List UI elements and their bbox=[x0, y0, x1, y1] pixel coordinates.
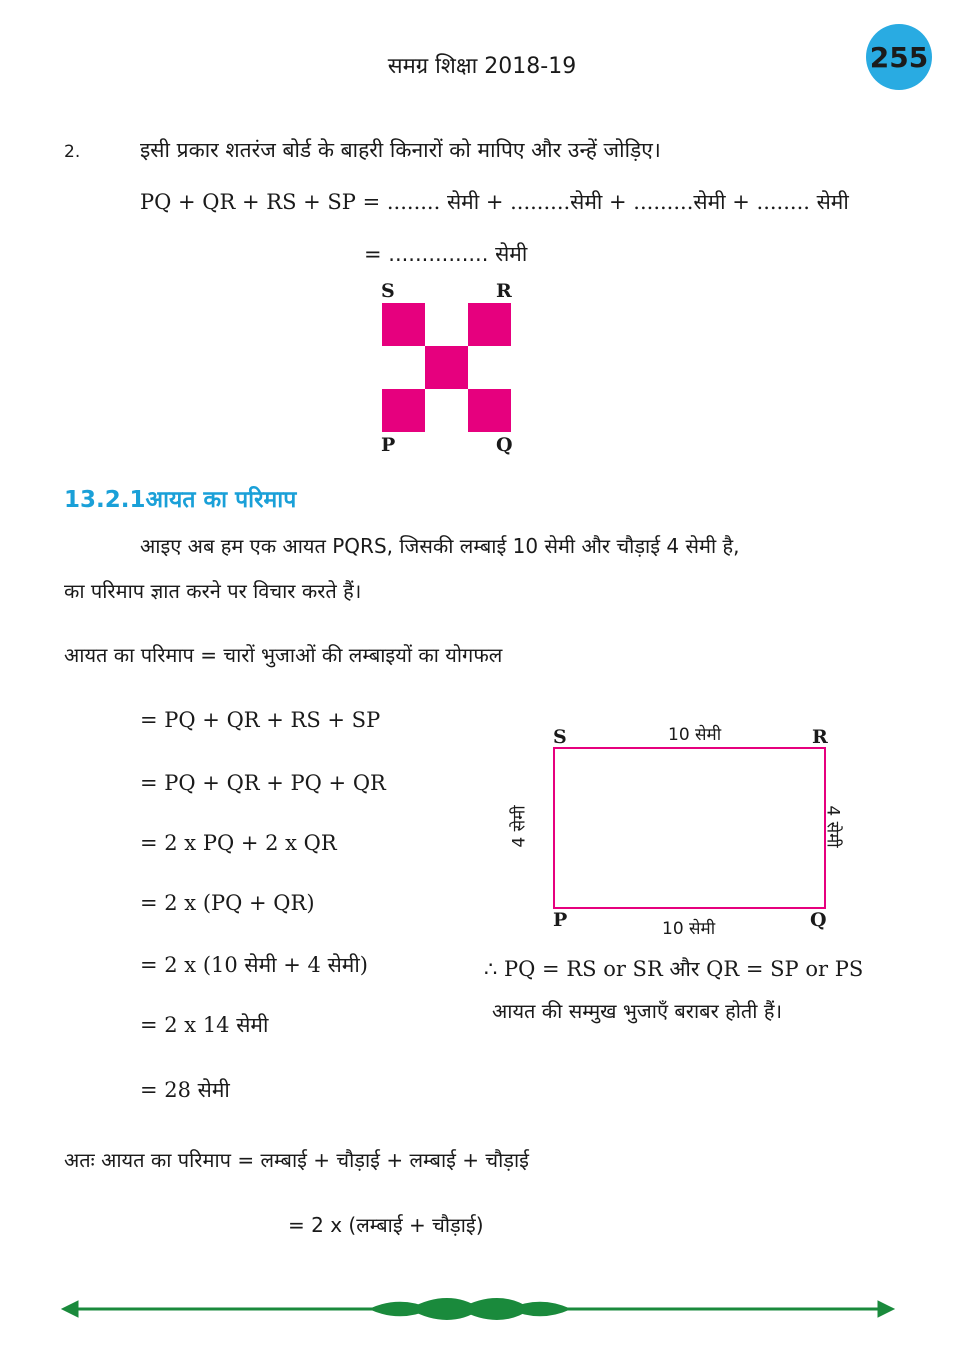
derivation-step: = PQ + QR + PQ + QR bbox=[140, 771, 386, 795]
section-heading: 13.2.1आयत का परिमाप bbox=[64, 487, 297, 513]
chessboard-dark-cell bbox=[382, 389, 425, 432]
chessboard-light-cell bbox=[382, 346, 425, 389]
rectangle-bottom-length-label: 10 सेमी bbox=[662, 919, 716, 939]
perimeter-definition: आयत का परिमाप = चारों भुजाओं की लम्बाइयों का योगफल bbox=[64, 643, 503, 667]
chessboard-grid bbox=[382, 303, 511, 432]
chessboard-corner-r: R bbox=[496, 280, 512, 302]
page-number-badge: 255 bbox=[866, 24, 932, 90]
conclusion-line1: अतः आयत का परिमाप = लम्बाई + चौड़ाई + लम्बाई + चौड़ाई bbox=[64, 1148, 530, 1172]
rectangle-corner-r: R bbox=[812, 726, 828, 748]
chessboard-light-cell bbox=[425, 389, 468, 432]
rectangle-right-width-label: 4 सेमी bbox=[822, 805, 843, 848]
derivation-step: = 2 x PQ + 2 x QR bbox=[140, 831, 337, 855]
question-text: इसी प्रकार शतरंज बोर्ड के बाहरी किनारों को मापिए और उन्हें जोड़िए। bbox=[140, 138, 661, 162]
chessboard-dark-cell bbox=[468, 303, 511, 346]
rectangle-top-length-label: 10 सेमी bbox=[668, 725, 722, 745]
chessboard-corner-q: Q bbox=[496, 434, 513, 456]
conclusion-line2: = 2 x (लम्बाई + चौड़ाई) bbox=[288, 1213, 484, 1237]
intro-paragraph-line2: का परिमाप ज्ञात करने पर विचार करते हैं। bbox=[64, 579, 362, 603]
footer-ornament bbox=[60, 1292, 896, 1326]
chessboard-light-cell bbox=[468, 346, 511, 389]
intro-paragraph-line1: आइए अब हम एक आयत PQRS, जिसकी लम्बाई 10 सेमी और चौड़ाई 4 सेमी है, bbox=[140, 534, 740, 558]
rectangle-left-width-label: 4 सेमी bbox=[509, 805, 530, 848]
derivation-step: = 2 x (PQ + QR) bbox=[140, 891, 315, 915]
derivation-step: = 2 x (10 सेमी + 4 सेमी) bbox=[140, 953, 368, 977]
derivation-step: = PQ + QR + RS + SP bbox=[140, 708, 381, 732]
perimeter-equation-line1: PQ + QR + RS + SP = ........ सेमी + .........सेमी + .........सेमी + ........ सेमी bbox=[140, 190, 849, 214]
chessboard-dark-cell bbox=[468, 389, 511, 432]
derivation-step: = 28 सेमी bbox=[140, 1078, 230, 1102]
opposite-sides-equality-note: ∴ PQ = RS or SR और QR = SP or PS bbox=[484, 957, 864, 981]
opposite-sides-explanation: आयत की सम्मुख भुजाएँ बराबर होती हैं। bbox=[492, 999, 783, 1023]
rectangle-corner-p: P bbox=[553, 909, 568, 931]
chessboard-dark-cell bbox=[425, 346, 468, 389]
chessboard-corner-p: P bbox=[381, 434, 396, 456]
rectangle-pqrs bbox=[553, 747, 826, 909]
derivation-step: = 2 x 14 सेमी bbox=[140, 1013, 269, 1037]
chessboard-dark-cell bbox=[382, 303, 425, 346]
chessboard-corner-s: S bbox=[381, 280, 395, 302]
chessboard-light-cell bbox=[425, 303, 468, 346]
rectangle-corner-s: S bbox=[553, 726, 567, 748]
question-number: 2. bbox=[64, 142, 81, 162]
rectangle-corner-q: Q bbox=[810, 909, 827, 931]
page-header-title: समग्र शिक्षा 2018-19 bbox=[387, 54, 577, 79]
perimeter-equation-line2: = ............... सेमी bbox=[364, 242, 528, 266]
